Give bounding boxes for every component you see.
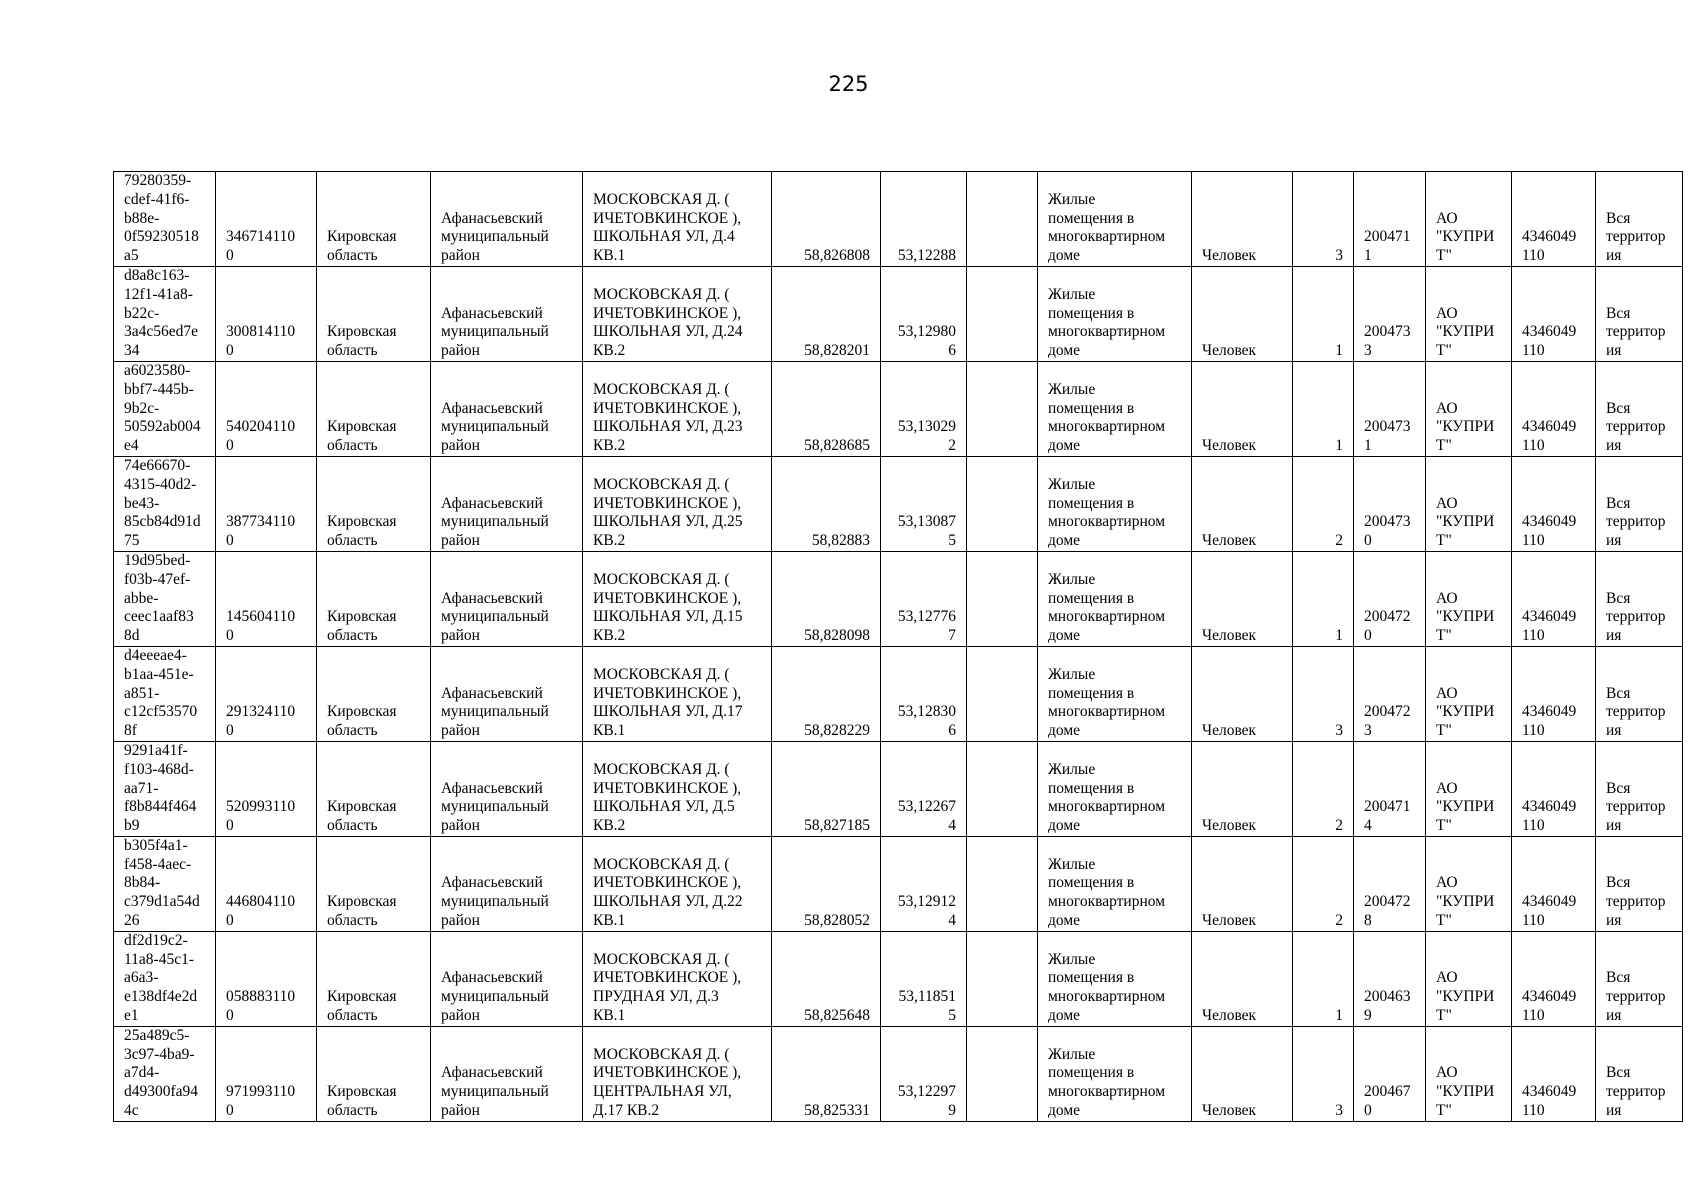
cell-region: Кировская область: [317, 741, 431, 836]
cell-district: Афанасьевский муниципальный район: [431, 456, 583, 551]
cell-longitude: 53,13087 5: [881, 456, 967, 551]
cell-territory: Вся территор ия: [1596, 551, 1683, 646]
cell-empty: [967, 551, 1038, 646]
cell-unit: Человек: [1192, 646, 1293, 741]
cell-count: 2: [1293, 836, 1354, 931]
cell-empty: [967, 266, 1038, 361]
cell-longitude: 53,11851 5: [881, 931, 967, 1026]
cell-address: МОСКОВСКАЯ Д. ( ИЧЕТОВКИНСКОЕ ), ШКОЛЬНАЯ УЛ, Д.5 КВ.2: [583, 741, 772, 836]
cell-account-number: 387734110 0: [216, 456, 317, 551]
cell-operator: АО "КУПРИ Т": [1426, 836, 1512, 931]
cell-code: 200472 3: [1354, 646, 1426, 741]
registry-body: [114, 172, 1683, 1122]
cell-empty: [967, 646, 1038, 741]
cell-count: 1: [1293, 266, 1354, 361]
cell-guid: df2d19c2- 11a8-45c1- a6a3- e138df4e2d e1: [114, 931, 216, 1026]
cell-code: 200467 0: [1354, 1026, 1426, 1121]
cell-longitude: 53,12980 6: [881, 266, 967, 361]
cell-inn: 4346049 110: [1512, 741, 1596, 836]
cell-unit: Человек: [1192, 172, 1293, 267]
cell-unit: Человек: [1192, 741, 1293, 836]
cell-address: МОСКОВСКАЯ Д. ( ИЧЕТОВКИНСКОЕ ), ШКОЛЬНАЯ УЛ, Д.4 КВ.1: [583, 172, 772, 267]
cell-address: МОСКОВСКАЯ Д. ( ИЧЕТОВКИНСКОЕ ), ШКОЛЬНАЯ УЛ, Д.23 КВ.2: [583, 361, 772, 456]
cell-latitude: 58,825648: [772, 931, 881, 1026]
cell-address: МОСКОВСКАЯ Д. ( ИЧЕТОВКИНСКОЕ ), ШКОЛЬНАЯ УЛ, Д.15 КВ.2: [583, 551, 772, 646]
page-number: 225: [828, 72, 869, 96]
cell-account-number: 446804110 0: [216, 836, 317, 931]
cell-object-type: Жилые помещения в многоквартирном доме: [1038, 361, 1192, 456]
cell-unit: Человек: [1192, 1026, 1293, 1121]
cell-inn: 4346049 110: [1512, 551, 1596, 646]
cell-district: Афанасьевский муниципальный район: [431, 361, 583, 456]
cell-code: 200472 8: [1354, 836, 1426, 931]
cell-territory: Вся территор ия: [1596, 836, 1683, 931]
cell-account-number: 145604110 0: [216, 551, 317, 646]
cell-code: 200463 9: [1354, 931, 1426, 1026]
cell-latitude: 58,82883: [772, 456, 881, 551]
cell-operator: АО "КУПРИ Т": [1426, 361, 1512, 456]
cell-address: МОСКОВСКАЯ Д. ( ИЧЕТОВКИНСКОЕ ), ШКОЛЬНАЯ УЛ, Д.25 КВ.2: [583, 456, 772, 551]
cell-guid: b305f4a1- f458-4aec- 8b84- c379d1a54d 26: [114, 836, 216, 931]
cell-object-type: Жилые помещения в многоквартирном доме: [1038, 646, 1192, 741]
table-row: [114, 836, 1683, 931]
cell-account-number: 971993110 0: [216, 1026, 317, 1121]
cell-account-number: 291324110 0: [216, 646, 317, 741]
cell-district: Афанасьевский муниципальный район: [431, 931, 583, 1026]
cell-code: 200473 0: [1354, 456, 1426, 551]
cell-region: Кировская область: [317, 172, 431, 267]
cell-territory: Вся территор ия: [1596, 1026, 1683, 1121]
cell-address: МОСКОВСКАЯ Д. ( ИЧЕТОВКИНСКОЕ ), ПРУДНАЯ УЛ, Д.3 КВ.1: [583, 931, 772, 1026]
cell-region: Кировская область: [317, 551, 431, 646]
cell-guid: a6023580- bbf7-445b- 9b2c- 50592ab004 e4: [114, 361, 216, 456]
cell-inn: 4346049 110: [1512, 931, 1596, 1026]
cell-longitude: 53,13029 2: [881, 361, 967, 456]
cell-guid: 9291a41f- f103-468d- aa71- f8b844f464 b9: [114, 741, 216, 836]
cell-inn: 4346049 110: [1512, 172, 1596, 267]
cell-guid: 19d95bed- f03b-47ef- abbe- ceec1aaf83 8d: [114, 551, 216, 646]
table-row: [114, 361, 1683, 456]
cell-territory: Вся территор ия: [1596, 646, 1683, 741]
cell-count: 3: [1293, 172, 1354, 267]
cell-territory: Вся территор ия: [1596, 741, 1683, 836]
cell-code: 200473 3: [1354, 266, 1426, 361]
cell-operator: АО "КУПРИ Т": [1426, 551, 1512, 646]
cell-territory: Вся территор ия: [1596, 931, 1683, 1026]
cell-object-type: Жилые помещения в многоквартирном доме: [1038, 266, 1192, 361]
cell-inn: 4346049 110: [1512, 361, 1596, 456]
cell-code: 200473 1: [1354, 361, 1426, 456]
cell-longitude: 53,12288: [881, 172, 967, 267]
cell-empty: [967, 172, 1038, 267]
cell-latitude: 58,828685: [772, 361, 881, 456]
cell-object-type: Жилые помещения в многоквартирном доме: [1038, 741, 1192, 836]
cell-count: 1: [1293, 931, 1354, 1026]
registry-table: [113, 171, 1683, 1122]
cell-count: 2: [1293, 456, 1354, 551]
cell-empty: [967, 741, 1038, 836]
cell-address: МОСКОВСКАЯ Д. ( ИЧЕТОВКИНСКОЕ ), ШКОЛЬНАЯ УЛ, Д.17 КВ.1: [583, 646, 772, 741]
cell-address: МОСКОВСКАЯ Д. ( ИЧЕТОВКИНСКОЕ ), ШКОЛЬНАЯ УЛ, Д.22 КВ.1: [583, 836, 772, 931]
cell-guid: 79280359- cdef-41f6- b88e- 0f59230518 a5: [114, 172, 216, 267]
table-row: [114, 931, 1683, 1026]
table-row: [114, 456, 1683, 551]
cell-account-number: 058883110 0: [216, 931, 317, 1026]
cell-guid: d4eeeae4- b1aa-451e- a851- c12cf53570 8f: [114, 646, 216, 741]
cell-count: 3: [1293, 1026, 1354, 1121]
cell-territory: Вся территор ия: [1596, 172, 1683, 267]
cell-unit: Человек: [1192, 266, 1293, 361]
cell-district: Афанасьевский муниципальный район: [431, 646, 583, 741]
cell-inn: 4346049 110: [1512, 1026, 1596, 1121]
table-row: [114, 741, 1683, 836]
cell-operator: АО "КУПРИ Т": [1426, 741, 1512, 836]
cell-district: Афанасьевский муниципальный район: [431, 741, 583, 836]
table-row: [114, 266, 1683, 361]
cell-guid: 74e66670- 4315-40d2- be43- 85cb84d91d 75: [114, 456, 216, 551]
cell-operator: АО "КУПРИ Т": [1426, 646, 1512, 741]
cell-unit: Человек: [1192, 551, 1293, 646]
cell-longitude: 53,12776 7: [881, 551, 967, 646]
cell-account-number: 346714110 0: [216, 172, 317, 267]
cell-empty: [967, 836, 1038, 931]
cell-territory: Вся территор ия: [1596, 266, 1683, 361]
cell-account-number: 540204110 0: [216, 361, 317, 456]
cell-guid: d8a8c163- 12f1-41a8- b22c- 3a4c56ed7e 34: [114, 266, 216, 361]
cell-code: 200472 0: [1354, 551, 1426, 646]
cell-inn: 4346049 110: [1512, 456, 1596, 551]
cell-latitude: 58,825331: [772, 1026, 881, 1121]
cell-count: 1: [1293, 551, 1354, 646]
cell-longitude: 53,12830 6: [881, 646, 967, 741]
cell-operator: АО "КУПРИ Т": [1426, 172, 1512, 267]
cell-district: Афанасьевский муниципальный район: [431, 551, 583, 646]
cell-count: 2: [1293, 741, 1354, 836]
cell-object-type: Жилые помещения в многоквартирном доме: [1038, 456, 1192, 551]
cell-operator: АО "КУПРИ Т": [1426, 266, 1512, 361]
cell-region: Кировская область: [317, 931, 431, 1026]
cell-district: Афанасьевский муниципальный район: [431, 1026, 583, 1121]
table-row: [114, 1026, 1683, 1121]
cell-address: МОСКОВСКАЯ Д. ( ИЧЕТОВКИНСКОЕ ), ЦЕНТРАЛЬНАЯ УЛ, Д.17 КВ.2: [583, 1026, 772, 1121]
cell-count: 3: [1293, 646, 1354, 741]
table-row: [114, 172, 1683, 267]
cell-account-number: 520993110 0: [216, 741, 317, 836]
cell-latitude: 58,828052: [772, 836, 881, 931]
cell-region: Кировская область: [317, 456, 431, 551]
cell-region: Кировская область: [317, 266, 431, 361]
cell-address: МОСКОВСКАЯ Д. ( ИЧЕТОВКИНСКОЕ ), ШКОЛЬНАЯ УЛ, Д.24 КВ.2: [583, 266, 772, 361]
cell-latitude: 58,828098: [772, 551, 881, 646]
cell-longitude: 53,12297 9: [881, 1026, 967, 1121]
cell-region: Кировская область: [317, 1026, 431, 1121]
cell-district: Афанасьевский муниципальный район: [431, 836, 583, 931]
cell-inn: 4346049 110: [1512, 266, 1596, 361]
cell-object-type: Жилые помещения в многоквартирном доме: [1038, 1026, 1192, 1121]
cell-region: Кировская область: [317, 646, 431, 741]
cell-unit: Человек: [1192, 836, 1293, 931]
cell-unit: Человек: [1192, 361, 1293, 456]
cell-longitude: 53,12267 4: [881, 741, 967, 836]
cell-code: 200471 1: [1354, 172, 1426, 267]
cell-empty: [967, 456, 1038, 551]
cell-inn: 4346049 110: [1512, 646, 1596, 741]
cell-empty: [967, 1026, 1038, 1121]
cell-latitude: 58,827185: [772, 741, 881, 836]
cell-operator: АО "КУПРИ Т": [1426, 1026, 1512, 1121]
cell-longitude: 53,12912 4: [881, 836, 967, 931]
cell-latitude: 58,826808: [772, 172, 881, 267]
cell-unit: Человек: [1192, 931, 1293, 1026]
cell-district: Афанасьевский муниципальный район: [431, 172, 583, 267]
cell-operator: АО "КУПРИ Т": [1426, 456, 1512, 551]
cell-object-type: Жилые помещения в многоквартирном доме: [1038, 551, 1192, 646]
table-row: [114, 551, 1683, 646]
cell-region: Кировская область: [317, 361, 431, 456]
cell-latitude: 58,828201: [772, 266, 881, 361]
cell-object-type: Жилые помещения в многоквартирном доме: [1038, 172, 1192, 267]
cell-object-type: Жилые помещения в многоквартирном доме: [1038, 931, 1192, 1026]
cell-district: Афанасьевский муниципальный район: [431, 266, 583, 361]
cell-code: 200471 4: [1354, 741, 1426, 836]
cell-operator: АО "КУПРИ Т": [1426, 931, 1512, 1026]
cell-empty: [967, 931, 1038, 1026]
table-row: [114, 646, 1683, 741]
cell-region: Кировская область: [317, 836, 431, 931]
cell-count: 1: [1293, 361, 1354, 456]
cell-territory: Вся территор ия: [1596, 361, 1683, 456]
cell-account-number: 300814110 0: [216, 266, 317, 361]
cell-territory: Вся территор ия: [1596, 456, 1683, 551]
cell-latitude: 58,828229: [772, 646, 881, 741]
cell-unit: Человек: [1192, 456, 1293, 551]
cell-empty: [967, 361, 1038, 456]
cell-object-type: Жилые помещения в многоквартирном доме: [1038, 836, 1192, 931]
cell-inn: 4346049 110: [1512, 836, 1596, 931]
cell-guid: 25a489c5- 3c97-4ba9- a7d4- d49300fa94 4c: [114, 1026, 216, 1121]
